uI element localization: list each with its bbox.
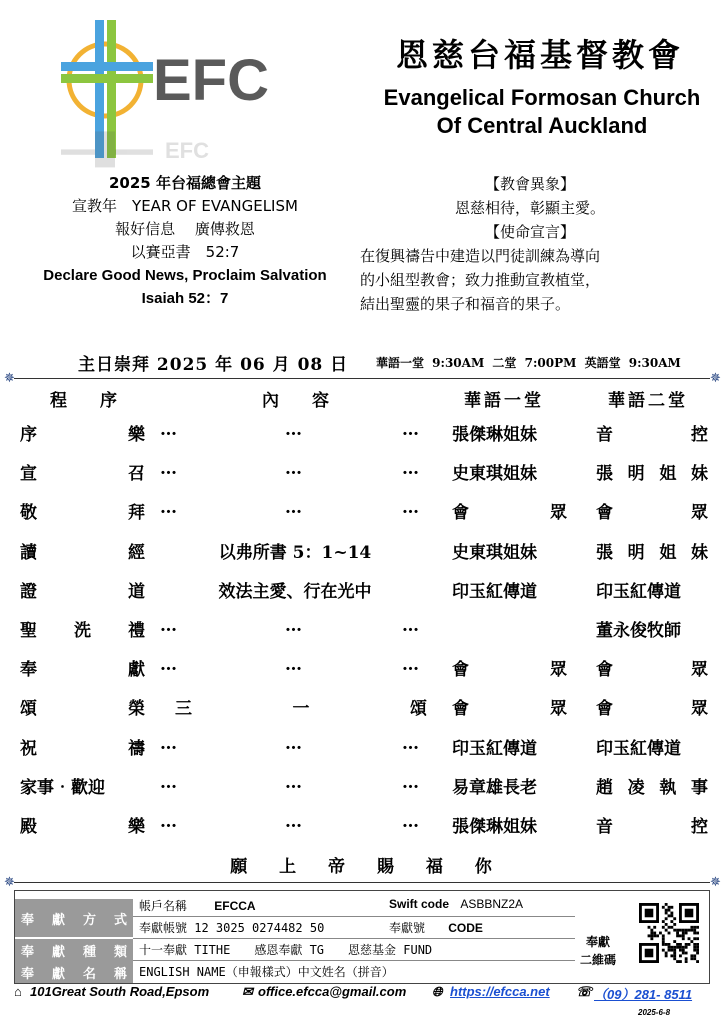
account-name-row xyxy=(139,897,256,914)
divider xyxy=(14,378,710,379)
offering-info xyxy=(14,890,710,984)
program-content: 三 一 頌 xyxy=(175,699,427,720)
dots: … xyxy=(285,498,302,519)
service-1-leader: 會 眾 xyxy=(452,699,567,720)
footer xyxy=(14,984,714,1002)
service-1-leader: 會 眾 xyxy=(452,503,567,524)
dots: … xyxy=(285,655,302,676)
church-name-english xyxy=(360,84,724,140)
program-row xyxy=(0,773,724,809)
dots: … xyxy=(285,616,302,636)
dots: … xyxy=(285,812,302,832)
logo-text: EFC xyxy=(153,48,269,113)
service-1-leader: 史東琪姐妹 xyxy=(452,464,537,485)
dots: … xyxy=(402,498,419,519)
program-item: 聖 洗 禮 xyxy=(20,621,145,641)
qr-label-line1: 奉獻 xyxy=(586,935,611,949)
program-row xyxy=(0,694,724,730)
mission-line3: 結出聖靈的果子和福音的果子。 xyxy=(360,295,571,313)
label-name: 奉 獻 名 稱 xyxy=(15,961,133,983)
service-1-leader: 張傑琳姐妹 xyxy=(452,817,537,837)
program-row xyxy=(0,420,724,456)
service-2-leader: 音 控 xyxy=(596,425,708,445)
program-item: 序 樂 xyxy=(20,425,145,445)
program-item: 奉 獻 xyxy=(20,660,145,681)
vision-text: 恩慈相待，彰顯主愛。 xyxy=(454,199,605,217)
dots: … xyxy=(285,772,302,793)
theme-line4: 以賽亞書 52:7 xyxy=(130,243,240,261)
dots: … xyxy=(285,420,302,440)
program-item: 祝 禱 xyxy=(20,738,145,759)
qr-code-icon[interactable] xyxy=(639,903,699,963)
program-row xyxy=(0,812,724,848)
vision-mission xyxy=(360,172,700,316)
service-1-leader: 張傑琳姐妹 xyxy=(452,425,537,445)
program-row xyxy=(0,459,724,495)
print-date: 2025-6-8 xyxy=(638,1008,671,1017)
program-row xyxy=(0,538,724,574)
dots: … xyxy=(402,459,419,480)
service-2-leader: 張 明 姐 妹 xyxy=(596,542,708,563)
service-2-leader: 印玉紅傳道 xyxy=(596,738,681,759)
account-no: 12 3025 0274482 50 xyxy=(194,921,325,935)
dots: … xyxy=(160,655,177,676)
dots: … xyxy=(160,812,177,832)
email-link[interactable]: office.efcca@gmail.com xyxy=(258,984,407,999)
service-date-title: 主日崇拜 2025 年 06 月 08 日 xyxy=(78,355,349,375)
star-ornament-icon: ✵ xyxy=(4,371,15,386)
dots: … xyxy=(160,498,177,519)
program-item: 殿 樂 xyxy=(20,817,145,837)
service-1-leader: 易章雄長老 xyxy=(452,777,537,798)
dots: … xyxy=(402,812,419,832)
service-1-leader: 印玉紅傳道 xyxy=(452,581,537,602)
dots: … xyxy=(160,772,177,793)
account-name: EFCCA xyxy=(214,899,256,913)
dots: … xyxy=(160,459,177,480)
theme-line1: 2025 年台福總會主題 xyxy=(109,174,261,192)
label-method: 奉 獻 方 式 xyxy=(15,899,133,937)
swift-row xyxy=(389,897,523,911)
service-2-leader: 會 眾 xyxy=(596,699,708,720)
service-2-leader: 音 控 xyxy=(596,817,708,837)
globe-icon: 🌐︎ xyxy=(432,984,443,999)
program-row xyxy=(0,655,724,691)
service-2-leader: 張 明 姐 妹 xyxy=(596,464,708,485)
dots: … xyxy=(285,459,302,480)
service-2-leader: 會 眾 xyxy=(596,503,708,524)
header-content: 內 容 xyxy=(262,391,337,411)
theme-line3: 報好信息 廣傳救恩 xyxy=(115,220,255,238)
program-row xyxy=(0,616,724,652)
mission-title: 【使命宣言】 xyxy=(484,223,575,241)
code-row xyxy=(389,919,483,936)
account-no-row xyxy=(139,919,324,936)
theme-line6: Isaiah 52：7 xyxy=(141,290,229,307)
theme-line5: Declare Good News, Proclaim Salvation xyxy=(43,267,327,284)
dots: … xyxy=(160,616,177,636)
service-2-leader: 趙 凌 執 事 xyxy=(596,777,708,798)
offering-name-format: ENGLISH NAME（申報樣式）中文姓名（拼音） xyxy=(139,965,394,979)
dots: … xyxy=(402,772,419,793)
service-2-leader: 印玉紅傳道 xyxy=(596,581,681,602)
program-row xyxy=(0,734,724,770)
qr-label-line2: 二維碼 xyxy=(580,953,617,967)
home-icon: ⌂ xyxy=(14,984,22,999)
program-item: 讀 經 xyxy=(20,542,145,563)
account-no-label: 奉獻帳號 xyxy=(139,921,188,935)
mission-line1: 在復興禱告中建造以門徒訓練為導向 xyxy=(360,247,601,265)
service-2-leader: 會 眾 xyxy=(596,660,708,681)
vision-title: 【教會異象】 xyxy=(484,175,575,193)
program-item: 家事‧歡迎 xyxy=(20,777,105,798)
theme-line2: 宣教年 YEAR OF EVANGELISM xyxy=(72,197,298,215)
church-name-english-line2: Of Central Auckland xyxy=(436,113,648,138)
service-1-leader: 會 眾 xyxy=(452,660,567,681)
program-content: 以弗所書 5：1~14 xyxy=(218,542,372,563)
dots: … xyxy=(285,733,302,754)
annual-theme xyxy=(20,172,350,310)
program-row xyxy=(0,577,724,613)
dots: … xyxy=(402,733,419,754)
service-1-leader: 印玉紅傳道 xyxy=(452,738,537,759)
program-item: 宣 召 xyxy=(20,464,145,485)
header-service-2: 華語二堂 xyxy=(608,391,688,411)
offering-types: 十一奉獻 TITHE 感恩奉獻 TG 恩慈基金 FUND xyxy=(139,943,433,957)
program-row xyxy=(0,498,724,534)
phone-icon: ☏ xyxy=(576,984,593,999)
dots: … xyxy=(160,420,177,440)
code: CODE xyxy=(448,921,483,935)
program-header xyxy=(0,386,724,416)
church-name-chinese: 恩慈台福基督教會 xyxy=(395,36,684,74)
qr-label xyxy=(580,933,616,969)
mail-icon: ✉ xyxy=(242,984,253,999)
header-item: 程 序 xyxy=(50,391,125,411)
dots: … xyxy=(402,420,419,440)
star-ornament-icon: ✵ xyxy=(710,875,721,890)
star-ornament-icon: ✵ xyxy=(710,371,721,386)
address: 101Great South Road,Epsom xyxy=(30,984,210,999)
dots: … xyxy=(160,733,177,754)
mission-line2: 的小組型教會；致力推動宣教植堂， xyxy=(360,271,601,289)
swift-code: ASBBNZ2A xyxy=(460,897,524,911)
program-item: 敬 拜 xyxy=(20,503,145,524)
star-ornament-icon: ✵ xyxy=(4,875,15,890)
efc-logo xyxy=(55,18,295,178)
program-item: 證 道 xyxy=(20,581,145,602)
header-service-1: 華語一堂 xyxy=(464,391,544,411)
program-item: 頌 榮 xyxy=(20,699,145,720)
website-link[interactable]: https://efcca.net xyxy=(450,984,550,999)
service-1-leader: 史東琪姐妹 xyxy=(452,542,537,563)
blessing: 願 上 帝 賜 福 你 xyxy=(230,857,494,877)
church-name-english-line1: Evangelical Formosan Church xyxy=(383,85,701,110)
service-2-leader: 董永俊牧師 xyxy=(596,621,681,641)
account-name-label: 帳戶名稱 xyxy=(139,899,188,913)
dots: … xyxy=(402,655,419,676)
dots: … xyxy=(402,616,419,636)
service-times: 華語一堂 9:30AM 二堂 7:00PM 英語堂 9:30AM xyxy=(376,356,681,370)
svg-text:EFC: EFC xyxy=(165,138,209,163)
code-label: 奉獻號 xyxy=(389,921,426,935)
divider xyxy=(14,882,710,883)
swift-label: Swift code xyxy=(389,897,450,911)
program-content: 效法主愛、行在光中 xyxy=(218,581,372,602)
phone-link[interactable]: （09）281- 8511 xyxy=(594,987,693,1002)
label-type: 奉 獻 種 類 xyxy=(15,939,133,961)
